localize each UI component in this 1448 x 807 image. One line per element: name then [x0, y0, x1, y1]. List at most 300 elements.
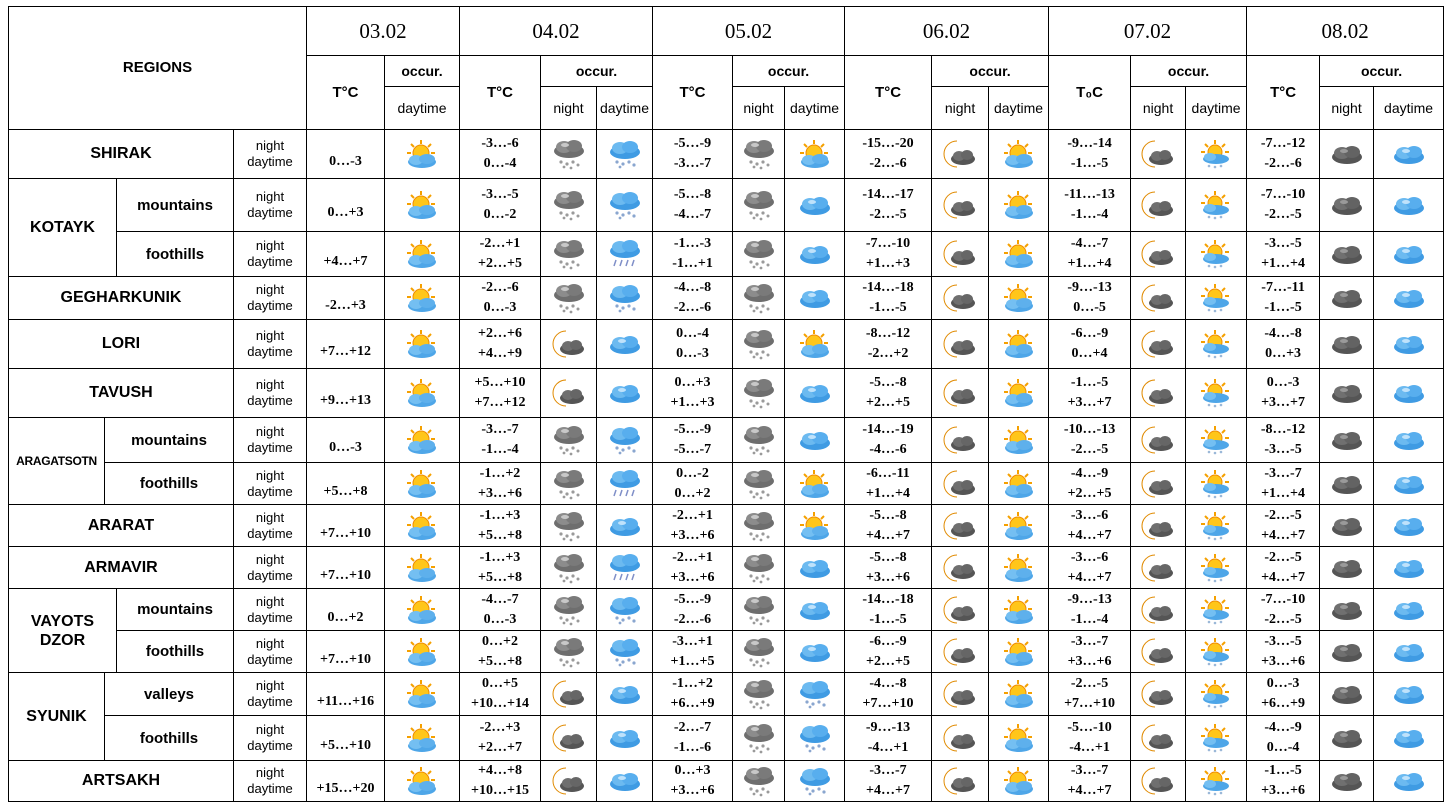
night-temp: 0…+2 [482, 633, 518, 649]
day-temp: +4…+7 [866, 783, 911, 798]
date-header: 07.02 [1049, 7, 1247, 56]
night-label: night [255, 138, 285, 153]
occur-header: occur. [1320, 56, 1444, 87]
day-temp: +4…+7 [1067, 783, 1112, 798]
temp-cell: +7…+12 [307, 320, 385, 369]
day-temp: -2…-6 [673, 611, 712, 627]
day-temp: 0…+2 [674, 485, 711, 501]
temp-cell [460, 673, 541, 716]
temp-cell [460, 277, 541, 320]
temp-cell [1247, 716, 1320, 761]
forecast-table [8, 6, 1444, 802]
temp-cell [1247, 369, 1320, 418]
night-weather-cell [541, 130, 597, 179]
day-weather-cell [1374, 673, 1444, 716]
moon-cloud-icon [1141, 766, 1175, 796]
day-temp: -1…-4 [1070, 611, 1109, 627]
sun-cloud-icon [1002, 139, 1036, 169]
dark-cloud-icon [1330, 725, 1364, 751]
day-weather-cell [1374, 277, 1444, 320]
day-weather-cell [989, 547, 1049, 589]
sun-cloud-icon [1002, 469, 1036, 499]
day-temp: -2…-5 [1070, 442, 1109, 457]
temp-cell [845, 369, 932, 418]
night-label: night [255, 424, 285, 439]
day-temp: +4…+7 [866, 527, 911, 543]
snow-cloud-icon [742, 424, 776, 456]
snow-cloud-icon [552, 594, 586, 626]
day-weather-cell [1374, 716, 1444, 761]
temp-cell [1049, 761, 1131, 802]
subregion-name: valleys [105, 673, 234, 716]
night-weather-cell [932, 418, 989, 463]
sun-cloud-icon [405, 190, 439, 220]
day-temp: +3…+6 [1067, 653, 1112, 669]
moon-cloud-icon [1141, 595, 1175, 625]
day-weather-cell [989, 232, 1049, 277]
blue-cloud-icon [608, 768, 642, 794]
night-temp: -3…+1 [672, 633, 713, 649]
dark-cloud-icon [1330, 241, 1364, 267]
weather-cell [385, 631, 460, 673]
region-name: ARAGATSOTN [9, 418, 105, 505]
day-weather-cell [785, 547, 845, 589]
regions-header: REGIONS [9, 7, 307, 130]
sun-cloud-icon [1002, 425, 1036, 455]
blue-cloud-icon [1392, 555, 1426, 581]
temp-cell [460, 320, 541, 369]
sun-cloud-snow-icon [1199, 553, 1233, 583]
night-weather-cell [1320, 463, 1374, 505]
blue-cloud-icon [1392, 192, 1426, 218]
moon-cloud-icon [1141, 239, 1175, 269]
sun-cloud-icon [798, 329, 832, 359]
night-weather-cell [932, 505, 989, 547]
blue-cloud-icon [1392, 513, 1426, 539]
dark-cloud-icon [1330, 513, 1364, 539]
snow-cloud-icon [742, 594, 776, 626]
day-temp: -1…-6 [673, 740, 712, 755]
night-daytime-label [234, 547, 307, 589]
temp-cell [1247, 463, 1320, 505]
snow-blue-icon [798, 766, 832, 796]
day-weather-cell [597, 369, 653, 418]
subregion-name: mountains [117, 589, 234, 631]
night-weather-cell [1131, 320, 1186, 369]
moon-cloud-icon [552, 723, 586, 753]
day-temp: -4…+1 [867, 740, 909, 755]
dark-cloud-icon [1330, 639, 1364, 665]
day-temp: +1…+4 [1067, 256, 1112, 271]
night-weather-cell [932, 369, 989, 418]
weather-cell [385, 320, 460, 369]
night-label: night [255, 551, 285, 567]
day-temp: +4…+7 [1067, 569, 1112, 585]
night-temp: 0…-3 [1266, 676, 1300, 691]
date-header: 05.02 [653, 7, 845, 56]
night-weather-cell [733, 716, 785, 761]
daytime-header: daytime [1374, 87, 1444, 130]
day-temp: 0…-2 [483, 207, 517, 222]
night-temp: -1…-5 [1264, 763, 1302, 778]
day-weather-cell [1374, 463, 1444, 505]
day-temp: +6…+9 [670, 696, 715, 711]
temp-cell [653, 179, 733, 232]
daytime-label: daytime [247, 440, 293, 455]
night-weather-cell [541, 631, 597, 673]
date-header: 04.02 [460, 7, 653, 56]
temp-cell: 0…+3 [307, 179, 385, 232]
temp-cell [1247, 418, 1320, 463]
snow-cloud-icon [742, 189, 776, 221]
moon-cloud-icon [1141, 723, 1175, 753]
snow-cloud-icon [552, 510, 586, 542]
night-temp: -7…-10 [865, 236, 911, 251]
day-weather-cell [597, 589, 653, 631]
night-temp: -3…-6 [481, 136, 519, 151]
temp-cell [460, 179, 541, 232]
moon-cloud-icon [1141, 329, 1175, 359]
night-label: night [255, 722, 285, 737]
night-temp: -5…-10 [1067, 720, 1112, 735]
snow-blue-icon [608, 595, 642, 625]
day-temp: +5…+8 [478, 653, 522, 669]
sun-cloud-icon [405, 679, 439, 709]
sun-cloud-icon [1002, 679, 1036, 709]
moon-cloud-icon [943, 239, 977, 269]
day-temp: +1…+3 [866, 256, 911, 271]
night-weather-cell [932, 130, 989, 179]
day-weather-cell [989, 631, 1049, 673]
temp-cell: +5…+8 [307, 463, 385, 505]
night-daytime-label [234, 369, 307, 418]
night-daytime-label [234, 716, 307, 761]
night-temp: -5…-9 [673, 136, 712, 151]
day-temp: +4…+7 [1067, 527, 1112, 543]
temp-cell [1049, 277, 1131, 320]
day-weather-cell [1374, 179, 1444, 232]
night-label: night [255, 467, 285, 483]
day-weather-cell [989, 589, 1049, 631]
moon-cloud-icon [1141, 553, 1175, 583]
table-row [9, 716, 1444, 761]
night-weather-cell [1320, 179, 1374, 232]
blue-cloud-icon [608, 513, 642, 539]
table-row [9, 589, 1444, 631]
night-weather-cell [932, 320, 989, 369]
day-weather-cell [1186, 320, 1247, 369]
night-temp: -3…-7 [1070, 763, 1109, 778]
night-daytime-label [234, 320, 307, 369]
moon-cloud-icon [943, 553, 977, 583]
day-temp: +7…+12 [474, 395, 526, 410]
blue-cloud-icon [1392, 471, 1426, 497]
temp-cell [653, 589, 733, 631]
sun-cloud-snow-icon [1199, 511, 1233, 541]
temp-cell [1247, 673, 1320, 716]
day-weather-cell [1186, 232, 1247, 277]
night-temp: -7…-10 [1260, 187, 1306, 202]
weather-cell [385, 418, 460, 463]
temp-cell [845, 232, 932, 277]
temp-cell [1247, 589, 1320, 631]
sun-cloud-icon [1002, 283, 1036, 313]
moon-cloud-icon [943, 637, 977, 667]
temp-cell [1049, 320, 1131, 369]
temp-cell [653, 463, 733, 505]
night-temp: -3…-7 [1070, 633, 1109, 649]
day-temp: +3…+6 [670, 527, 715, 543]
night-temp: -5…-8 [869, 549, 907, 565]
temp-cell: +15…+20 [307, 761, 385, 802]
blue-cloud-icon [1392, 427, 1426, 453]
temp-cell: +4…+7 [307, 232, 385, 277]
night-temp: -5…-9 [673, 422, 712, 437]
day-temp: +1…+5 [670, 653, 715, 669]
region-name: ARARAT [9, 505, 234, 547]
sun-cloud-snow-icon [1199, 190, 1233, 220]
blue-cloud-icon [798, 285, 832, 311]
region-name: ARMAVIR [9, 547, 234, 589]
region-name: LORI [9, 320, 234, 369]
night-daytime-label [234, 673, 307, 716]
sleet-blue-icon [608, 469, 642, 499]
day-weather-cell [785, 418, 845, 463]
night-header: night [733, 87, 785, 130]
sun-cloud-snow-icon [1199, 766, 1233, 796]
night-weather-cell [733, 277, 785, 320]
snow-cloud-icon [742, 678, 776, 710]
day-temp: +4…+9 [478, 346, 522, 361]
temp-cell [845, 179, 932, 232]
day-temp: +3…+7 [1067, 395, 1112, 410]
night-temp: -4…-8 [869, 676, 907, 691]
night-weather-cell [733, 547, 785, 589]
day-temp: -5…-7 [673, 442, 712, 457]
subregion-name: foothills [105, 716, 234, 761]
night-daytime-label [234, 232, 307, 277]
temp-cell [460, 716, 541, 761]
sun-cloud-icon [405, 637, 439, 667]
day-weather-cell [597, 277, 653, 320]
night-temp: -3…-7 [1264, 465, 1302, 481]
temp-cell: +5…+10 [307, 716, 385, 761]
day-weather-cell [1186, 547, 1247, 589]
region-name: GEGHARKUNIK [9, 277, 234, 320]
day-temp: +3…+6 [478, 485, 522, 501]
night-temp: -2…+1 [479, 236, 521, 251]
temp-cell [1247, 232, 1320, 277]
night-weather-cell [733, 631, 785, 673]
temp-cell [460, 589, 541, 631]
snow-cloud-icon [742, 765, 776, 797]
day-weather-cell [1374, 589, 1444, 631]
table-row [9, 761, 1444, 802]
temp-header: T°C [307, 56, 385, 130]
temp-cell [1049, 631, 1131, 673]
night-weather-cell [932, 463, 989, 505]
night-daytime-label [234, 463, 307, 505]
night-temp: -3…-6 [1070, 507, 1109, 523]
temp-cell: +7…+10 [307, 631, 385, 673]
moon-cloud-icon [943, 595, 977, 625]
table-row [9, 320, 1444, 369]
night-temp: -6…-9 [869, 633, 907, 649]
day-weather-cell [989, 505, 1049, 547]
snow-cloud-icon [552, 138, 586, 170]
night-temp: +2…+6 [478, 326, 522, 341]
sun-cloud-icon [1002, 239, 1036, 269]
day-temp: +1…+4 [866, 485, 911, 501]
day-temp: +1…+4 [1261, 256, 1306, 271]
sun-cloud-icon [798, 139, 832, 169]
day-temp: -2…+2 [867, 346, 909, 361]
night-weather-cell [541, 547, 597, 589]
region-name: ARTSAKH [9, 761, 234, 802]
daytime-label: daytime [247, 609, 293, 625]
night-weather-cell [733, 505, 785, 547]
night-weather-cell [1320, 631, 1374, 673]
moon-cloud-icon [1141, 190, 1175, 220]
night-weather-cell [1131, 631, 1186, 673]
night-temp: -5…-8 [869, 507, 907, 523]
night-temp: -2…+1 [672, 549, 713, 565]
night-weather-cell [1131, 418, 1186, 463]
day-weather-cell [1186, 130, 1247, 179]
temp-cell: +7…+10 [307, 547, 385, 589]
day-weather-cell [785, 631, 845, 673]
snow-blue-icon [608, 139, 642, 169]
day-temp: -2…-6 [1264, 156, 1302, 171]
night-weather-cell [541, 369, 597, 418]
moon-cloud-icon [1141, 139, 1175, 169]
moon-cloud-icon [943, 723, 977, 753]
blue-cloud-icon [1392, 141, 1426, 167]
sleet-blue-icon [608, 239, 642, 269]
weather-cell [385, 463, 460, 505]
night-temp: -1…-5 [1070, 375, 1109, 390]
temp-cell [653, 716, 733, 761]
sun-cloud-icon [405, 723, 439, 753]
day-weather-cell [1186, 589, 1247, 631]
moon-cloud-icon [552, 679, 586, 709]
day-weather-cell [597, 232, 653, 277]
night-header: night [1131, 87, 1186, 130]
blue-cloud-icon [608, 380, 642, 406]
day-weather-cell [597, 418, 653, 463]
night-temp: -1…+2 [479, 465, 521, 481]
sun-cloud-icon [1002, 766, 1036, 796]
day-weather-cell [1186, 673, 1247, 716]
night-temp: 0…-3 [1266, 375, 1300, 390]
snow-cloud-icon [742, 138, 776, 170]
sun-cloud-icon [1002, 378, 1036, 408]
day-temp: -2…-5 [869, 207, 907, 222]
moon-cloud-icon [1141, 637, 1175, 667]
day-weather-cell [1186, 505, 1247, 547]
day-weather-cell [989, 320, 1049, 369]
night-temp: -5…-9 [673, 591, 712, 607]
night-daytime-label [234, 130, 307, 179]
daytime-header: daytime [989, 87, 1049, 130]
night-temp: -3…-5 [481, 187, 519, 202]
day-temp: +2…+5 [866, 395, 911, 410]
night-temp: -2…-5 [1264, 549, 1302, 565]
night-weather-cell [1320, 320, 1374, 369]
sun-cloud-snow-icon [1199, 239, 1233, 269]
temp-header: T₀C [1049, 56, 1131, 130]
weather-cell [385, 547, 460, 589]
day-temp: 0…+4 [1071, 346, 1108, 361]
sun-cloud-icon [405, 469, 439, 499]
day-weather-cell [1374, 631, 1444, 673]
temp-cell [1049, 418, 1131, 463]
night-temp: -14…-18 [862, 591, 914, 607]
day-weather-cell [989, 673, 1049, 716]
night-temp: -8…-12 [1260, 422, 1306, 437]
day-temp: +5…+8 [478, 569, 522, 585]
night-temp: -6…-9 [1070, 326, 1109, 341]
night-weather-cell [1320, 369, 1374, 418]
day-temp: -4…-7 [673, 207, 712, 222]
temp-cell [1247, 179, 1320, 232]
snow-cloud-icon [552, 189, 586, 221]
day-weather-cell [989, 130, 1049, 179]
temp-cell [845, 589, 932, 631]
occur-header: occur. [1131, 56, 1247, 87]
table-row [9, 179, 1444, 232]
temp-cell [845, 673, 932, 716]
day-weather-cell [1186, 631, 1247, 673]
moon-cloud-icon [1141, 283, 1175, 313]
blue-cloud-icon [1392, 639, 1426, 665]
night-daytime-label [234, 589, 307, 631]
sun-cloud-icon [405, 553, 439, 583]
snow-blue-icon [608, 283, 642, 313]
temp-header: T°C [460, 56, 541, 130]
temp-cell [1049, 179, 1131, 232]
moon-cloud-icon [943, 139, 977, 169]
moon-cloud-icon [943, 511, 977, 541]
snow-cloud-icon [552, 468, 586, 500]
dark-cloud-icon [1330, 427, 1364, 453]
temp-cell [460, 547, 541, 589]
night-weather-cell [733, 418, 785, 463]
temp-cell [845, 716, 932, 761]
sun-cloud-icon [405, 378, 439, 408]
day-weather-cell [785, 130, 845, 179]
night-label: night [255, 282, 285, 297]
temp-cell [1049, 505, 1131, 547]
moon-cloud-icon [943, 766, 977, 796]
night-weather-cell [1320, 277, 1374, 320]
temp-cell [845, 130, 932, 179]
daytime-label: daytime [247, 298, 293, 313]
subregion-name: foothills [105, 463, 234, 505]
night-label: night [255, 328, 285, 343]
night-weather-cell [733, 761, 785, 802]
day-weather-cell [785, 673, 845, 716]
weather-cell [385, 716, 460, 761]
night-weather-cell [1131, 463, 1186, 505]
temp-cell [845, 277, 932, 320]
day-weather-cell [989, 716, 1049, 761]
weather-cell [385, 673, 460, 716]
night-label: night [255, 377, 285, 392]
snow-cloud-icon [742, 468, 776, 500]
snow-cloud-icon [742, 510, 776, 542]
dark-cloud-icon [1330, 471, 1364, 497]
